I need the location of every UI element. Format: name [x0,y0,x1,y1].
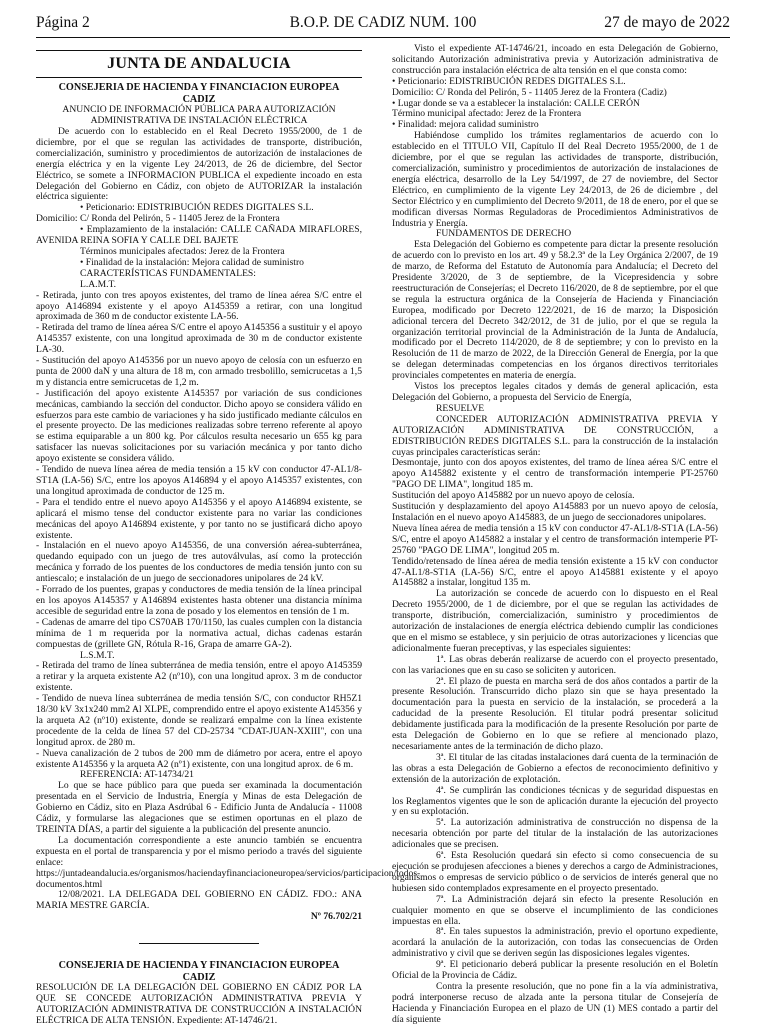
publication-date: 27 de mayo de 2022 [604,14,730,31]
condition-paragraph: 6ª. Esta Resolución quedará sin efecto si como consecuencia de su ejecución se produjesen afecciones a bienes y derechos a cargo de Administraciones, organismos o empresas de servicio público o de servicios de interés general que no hubiesen sido contemplados expresamente en el proyecto presentado. [392,850,718,894]
firma: 12/08/2021. LA DELEGADA DEL GOBIERNO EN CÁDIZ. FDO.: ANA MARIA MESTRE GARCÍA. [36,889,362,912]
condition-paragraph: 3ª. El titular de las citadas instalaciones dará cuenta de la terminación de las obras a esta Delegación de Gobierno a efectos de reconocimiento definitivo y extensión de la autorización de explotación. [392,751,718,785]
list-item: - Retirada del tramo de línea subterránea de media tensión, entre el apoyo A145359 a retirar y la arqueta existente A2 (nº10), con una longitud aprox. 3 m de conductor existente. [36,660,362,694]
left-column [36,44,421,1027]
journal-title: B.O.P. DE CADIZ NUM. 100 [289,14,477,31]
lugar: • Lugar donde se va a establecer la instalación: CALLE CERÓN [392,97,640,109]
list-item: Tendido/retensado de línea aérea de media tensión existente a 15 kV con conductor 47-AL1/8-ST1A (LA-56) S/C, entre el apoyo A145881 existente y el apoyo A145882 a instalar, longitud 135 m. [392,555,718,589]
termino: Término municipal afectado: Jerez de la Frontera [392,108,582,120]
junta-top-rule [36,50,362,51]
condition-paragraph: Contra la presente resolución, que no pone fin a la vía administrativa, podrá interponerse recuso de alzada ante la persona titular de Consejería de Hacienda y Financiación Europea en el plazo de UN (1) MES contado a partir del día siguiente [392,980,718,1025]
list-item: - Forrado de los puentes, grapas y conductores de media tensión de la línea principal en los apoyos A145357 y A146894 existentes hasta obtener una distancia mínima accesible de seguridad entre la zona de posado y los elementos en tensión de 1 m. [36,584,362,617]
list-item: - Retirada del tramo de línea aérea S/C entre el apoyo A145356 a sustituir y el apoyo A145357 existente, con una longitud aproximada de 30 m de conductor existente LA-30. [36,322,362,356]
condition-paragraph: 9ª. El peticionario deberá publicar la presente resolución en el Boletín Oficial de la Provincia de Cádiz. [392,959,718,982]
condition-paragraph: 7ª. La Administración dejará sin efecto la presente Resolución en cualquier momento en que se observe el incumplimiento de las condiciones impuestas en ella. [392,893,718,927]
list-item: - Sustitución del apoyo A145356 por un nuevo apoyo de celosía con un esfuerzo en punta de 2000 daN y una altura de 18 m, con armado tresbolillo, semicrucetas a 1,5 m y distancia entre semicrucetas de 1,2 m. [36,355,362,388]
condition-paragraph: La autorización se concede de acuerdo con lo dispuesto en el Real Decreto 1955/2000, de 1 de diciembre, por el que se regulan las actividades de transporte, distribución, comercialización, suministro y procedimientos de autorización de instalaciones de energía eléctrica debiendo cumplir las condiciones que en el mismo se establece, y sin perjuicio de otras autorizaciones y licencias que adicionalmente fueran preceptivas, y las especiales siguientes: [392,588,718,654]
documentacion-paragraph: La documentación correspondiente a este anuncio también se encuentra expuesta en el portal de transparencia y por el mismo periodo a través del siguiente enlace: https://juntadeandalucia.es/organismos/haciendayfinanciacioneuropea/servicios/participacion/todos-documentos.html [36,834,421,890]
lamt-heading: L.A.M.T. [80,278,117,290]
publico-paragraph: Lo que se hace público para que pueda ser examinada la documentación presentada en el Servicio de Industria, Energía y Minas de esta Delegación de Gobierno en Cádiz, sito en Plaza Asdrúbal 6 - Edificio Junta de Andalucía - 11008 Cádiz, y formularse las alegaciones que se estimen oportunas en el plazo de TREINTA DÍAS, a partir del siguiente a la publicación del presente anuncio. [36,780,362,835]
list-item: - Justificación del apoyo existente A145357 por variación de sus condiciones mecánicas, cambiando la sección del conductor. Dicho apoyo se considera válido en esfuerzos para este cambio de variaciones y ha sido justificado mediante cálculos en el presente proyecto. De las mediciones realizadas sobre terreno referente al apoyo se estima equiparable a un 800 kg. Por cálculos resulta necesario un 655 kg para satisfacer las nuevas solicitaciones por su variación mecánica y por tanto dicho apoyo existente se considera válido. [36,387,362,465]
anuncio-intro: De acuerdo con lo establecido en el Real Decreto 1955/2000, de 1 de diciembre, por el que se regulan las actividades de transporte, distribución, comercialización, suministro y procedimientos de autorización de instalaciones de energía eléctrica y en la vigente Ley 24/2013, de 26 de diciembre, del Sector Eléctrico, se somete a INFORMACION PUBLICA el expediente incoado en esta Delegación del Gobierno en Cádiz, con objeto de AUTORIZAR la instalación eléctrica siguiente: [36,126,362,203]
consejeria-heading-2: CONSEJERIA DE HACIENDA Y FINANCIACION EUROPEA [58,960,340,972]
list-item: - Tendido de nueva línea subterránea de media tensión S/C, con conductor RH5Z1 18/30 kV 3x1x240 mm2 Al XLPE, comprendido entre el apoyo existente A145356 y la arqueta A2 (nº10) existente, donde se realizará empalme con la línea existente procedente de la celda de línea 57 del CD-25734 "CDAT-JUAN-XXIII", con una longitud aprox. de 280 m. [36,693,362,748]
emplazamiento: • Emplazamiento de la instalación: CALLE CAÑADA MIRAFLORES, AVENIDA REINA SOFIA Y CALLE DEL BAJETE [36,224,362,247]
list-item: Nueva línea aérea de media tensión a 15 kV con conductor 47-AL1/8-ST1A (LA-56) S/C, entre el apoyo A145882 a instalar y el centro de transformación intemperie PT-25760 "PAGO DE LIMA", longitud 205 m. [392,522,718,556]
list-item: - Cadenas de amarre del tipo CS70AB 170/1150, las cuales cumplen con la distancia mínima de 1 m requerida por la normativa actual, dichas cadenas estarán compuestas de (grillete GN, Rótula R-16, Grapa de amarre GA-2). [36,616,362,650]
list-item: Sustitución del apoyo A145882 por un nuevo apoyo de celosía. [392,490,635,502]
junta-bottom-rule [36,77,362,78]
header-rule [36,37,730,38]
list-item: - Tendido de nueva línea aérea de media tensión a 15 kV con conductor 47-AL1/8-ST1A (LA-56) S/C, entre los apoyos A146894 y el apoyo A145357 existentes, con una longitud aproximada de conductor de 125 m. [36,464,362,497]
condition-paragraph: 8ª. En tales supuestos la administración, previo el oportuno expediente, acordará la anulación de la autorización, con todas las consecuencias de Orden administrativo y civil que se deriven según las disposiciones legales vigentes. [392,926,718,960]
finalidad-2: • Finalidad: mejora calidad suministro [392,119,539,131]
lsmt-heading: L.S.M.T. [80,649,115,661]
resuelve-heading: RESUELVE [436,402,485,414]
list-item: - Instalación en el nuevo apoyo A145356, de una conversión aérea-subterránea, quedando equipado con un juego de tres autoválvulas, así como la protección mecánica y forrado de los puentes de los conductores de media tensión junto con su antiescalo; e instalación de un juego de seccionadores unipolares de 24 kV. [36,540,362,585]
list-item: - Para el tendido entre el nuevo apoyo A145356 y el apoyo A146894 existente, se aplicará el mismo tense del conductor existente para no variar las condiciones mecánicas del apoyo A146894 existente, y por tanto no se justificará dicho apoyo existente. [36,496,362,541]
vistos-paragraph: Vistos los preceptos legales citados y demás de general aplicación, esta Delegación del Gobierno, a propuesta del Servicio de Energía, [392,381,718,403]
list-item: Desmontaje, junto con dos apoyos existentes, del tramo de línea aérea S/C entre el apoyo A145882 existente y el centro de transformación intemperie PT-25760 "PAGO DE LIMA", longitud 185 m. [392,457,718,491]
anuncio-number: Nº 76.702/21 [310,911,362,923]
condition-paragraph: 5ª. La autorización administrativa de construcción no dispensa de la necesaria obtención por parte del titular de la instalación de las autorizaciones adicionales que se precisen. [392,817,718,851]
terminos: Términos municipales afectados: Jerez de la Frontera [80,245,285,257]
cadiz-heading: CADIZ [182,93,216,105]
condition-paragraph: 2ª. El plazo de puesta en marcha será de dos años contados a partir de la presente Resolución. Transcurrido dicho plazo sin que se haya presentado la documentación para la puesta en servicio de la instalación, se procederá a la caducidad de la presente Resolución. El titular podrá presentar solicitud debidamente justificada para la modificación de la presente Resolución por parte de esta Delegación de Gobierno en lo que se refiere al mencionado plazo, necesariamente antes de la terminación de dicho plazo. [392,675,718,752]
resolucion-title: RESOLUCIÓN DE LA DELEGACIÓN DEL GOBIERNO EN CÁDIZ POR LA QUE SE CONCEDE AUTORIZACIÓN ADMINISTRATIVA PREVIA Y AUTORIZACIÓN ADMINISTRATIVA DE CONSTRUCCIÓN A INSTALACIÓN ELÉCTRICA DE ALTA TENSIÓN. Expediente: AT-14746/21. [36,982,362,1027]
visto-paragraph: Visto el expediente AT-14746/21, incoado en esta Delegación de Gobierno, solicitando Autorización administrativa previa y Autorización administrativa de construcción para instalación eléctrica de alta tensión en el que consta como: [392,43,718,76]
cadiz-heading-2: CADIZ [182,971,216,983]
anuncio-title: ANUNCIO DE INFORMACIÓN PÚBLICA PARA AUTORIZACIÓN ADMINISTRATIVA DE INSTALACIÓN ELÉCTRICA [62,104,336,127]
peticionario-2: • Peticionario: EDISTRIBUCIÓN REDES DIGITALES S.L. [392,75,626,87]
competente-paragraph: Esta Delegación del Gobierno es competente para dictar la presente resolución de acuerdo con lo previsto en los art. 49 y 58.2.3ª de la Ley Orgánica 2/2007, de 19 de marzo, de Reforma del Estatuto de Autonomía para Andalucía; el Decreto del Presidente 3/2020, de 3 de septiembre, de la Vicepresidencia y sobre reestructuración de Consejerías; el Decreto 116/2020, de 8 de septiembre, por el que se regula la estructura orgánica de la Consejería de Hacienda y Financiación Europea, modificado por Decreto 122/2021, de 16 de marzo; la Disposición adicional tercera del Decreto 342/2012, de 31 de julio, por el que se regula la organización territorial provincial de la Administración de la Junta de Andalucía, modificado por el Decreto 114/2020, de 8 de septiembre; y con lo previsto en la Resolución de 11 de marzo de 2022, de la Dirección General de Energía, por la que se delegan determinadas competencias en los órganos directivos territoriales provinciales competentes en materia de energía. [392,239,718,382]
peticionario: • Peticionario: EDISTRIBUCIÓN REDES DIGITALES S.L. [80,202,314,214]
page-header [36,10,730,36]
list-item: - Retirada, junto con tres apoyos existentes, del tramo de línea aérea S/C entre el apoyo A146894 existente y el apoyo A145359 a retirar, con una longitud aproximada de 360 m de conductor existente LA-56. [36,289,362,323]
fundamentos-heading: FUNDAMENTOS DE DERECHO [436,228,572,240]
finalidad: • Finalidad de la instalación: Mejora calidad de suministro [80,256,304,268]
conceder-paragraph: CONCEDER AUTORIZACIÓN ADMINISTRATIVA PREVIA Y AUTORIZACIÓN ADMINISTRATIVA DE CONSTRUCCIÓN, a EDISTRIBUCIÓN REDES DIGITALES S.L. para la construcción de la instalación cuyas principales características serán: [392,413,718,458]
caracteristicas-heading: CARACTERÍSTICAS FUNDAMENTALES: [80,267,256,279]
list-item: - Nueva canalización de 2 tubos de 200 mm de diámetro por acera, entre el apoyo existente A145356 y la arqueta A2 (nº1) existente, con una longitud aprox. de 6 m. [36,747,362,770]
condition-paragraph: 1ª. Las obras deberán realizarse de acuerdo con el proyecto presentado, con las variaciones que en su caso se soliciten y autoricen. [392,653,718,676]
referencia: REFERENCIA: AT-14734/21 [80,769,194,781]
section-title: JUNTA DE ANDALUCIA [107,55,291,72]
habiendose-paragraph: Habiéndose cumplido los trámites reglamentarios de acuerdo con lo establecido en el TITULO VII, Capítulo II del Real Decreto 1955/2000, de 1 de diciembre, por el que se regulan las actividades de transporte, distribución, comercialización, suministro y procedimientos de autorización de instalaciones de energía eléctrica, desarrollo de la Ley 54/1997, de 27 de noviembre, del Sector Eléctrico, en cumplimiento de la vigente Ley 24/2013, de 26 de diciembre , del Sector Eléctrico y en cumplimiento del Decreto 9/2011, de 18 de enero, por el que se modifican diversas Normas Reguladoras de Procedimientos Administrativos de Industria y Energía. [392,130,718,229]
page-number: Página 2 [36,14,90,31]
domicilio-2: Domicilio: C/ Ronda del Pelirón, 5 - 11405 Jerez de la Frontera (Cadiz) [392,86,667,98]
condition-paragraph: 4ª. Se cumplirán las condiciones técnicas y de seguridad dispuestas en los Reglamentos vigentes que le son de aplicación durante la ejecución del proyecto y en su explotación. [392,784,718,818]
list-item: Sustitución y desplazamiento del apoyo A145883 por un nuevo apoyo de celosía, Instalación en el nuevo apoyo A145883, de un juego de seccionadores unipolares. [392,501,718,523]
domicilio: Domicilio: C/ Ronda del Pelirón, 5 - 11405 Jerez de la Frontera [36,213,280,225]
consejeria-heading: CONSEJERIA DE HACIENDA Y FINANCIACION EUROPEA [58,82,340,93]
right-column [392,43,718,1025]
section-separator [139,943,259,944]
